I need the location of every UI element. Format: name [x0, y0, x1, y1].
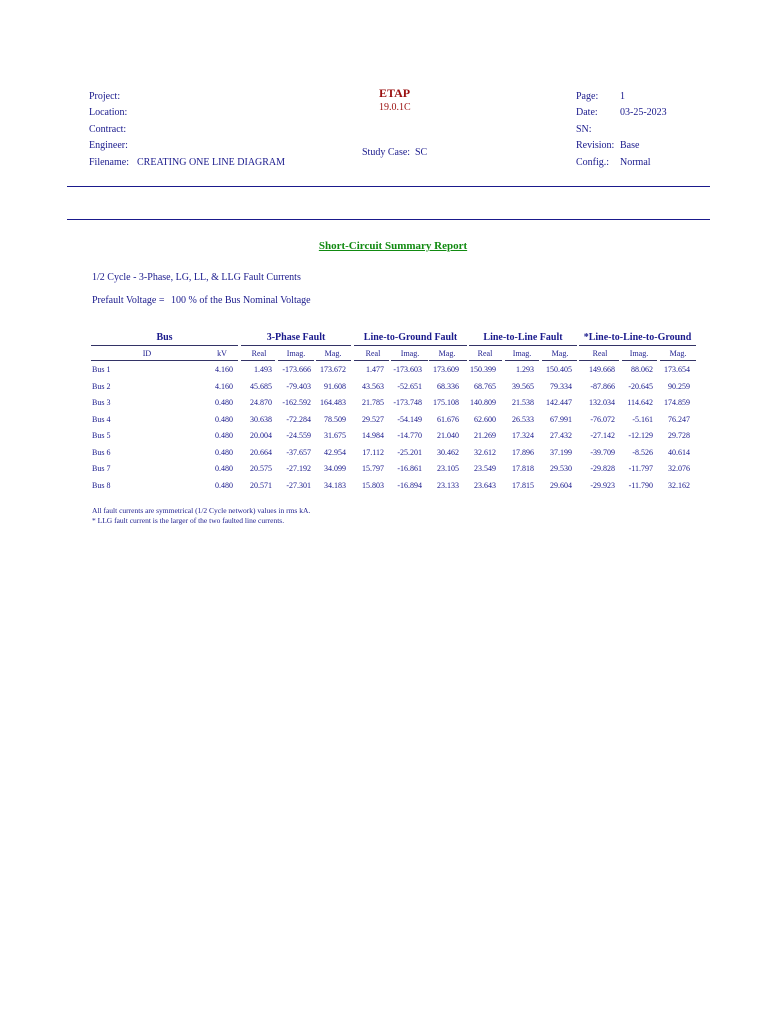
- table-cell: 17.815: [512, 480, 534, 490]
- table-cell: 174.859: [664, 398, 690, 407]
- table-cell: 173.609: [433, 365, 459, 374]
- table-cell: -72.284: [286, 414, 311, 424]
- filename-value: CREATING ONE LINE DIAGRAM: [137, 157, 286, 168]
- table-cell: 20.004: [250, 431, 272, 440]
- table-cell: 34.183: [324, 480, 346, 490]
- column-header: Mag.: [551, 349, 569, 358]
- column-header-rule: [316, 360, 351, 361]
- footnote-llg: * LLG fault current is the larger of the two faulted line currents.: [92, 516, 285, 525]
- bus-id-cell: Bus 1: [92, 365, 111, 374]
- table-cell: 30.462: [437, 447, 459, 457]
- column-header-rule: [542, 360, 577, 361]
- table-cell: 29.527: [362, 414, 384, 424]
- report-title: Short-Circuit Summary Report: [318, 240, 468, 252]
- date-label: Date:: [576, 107, 598, 118]
- table-cell: 1.293: [516, 365, 534, 374]
- table-cell: 175.108: [433, 398, 459, 407]
- table-cell: 30.638: [250, 414, 272, 424]
- bus-id-cell: Bus 2: [92, 381, 111, 391]
- column-header: kV: [217, 349, 227, 358]
- table-cell: 31.675: [324, 431, 346, 440]
- prefault-value: 100 % of the Bus Nominal Voltage: [171, 295, 311, 306]
- table-cell: 140.809: [470, 398, 496, 407]
- group-header-line-to-line-to-ground: *Line-to-Line-to-Ground: [583, 332, 692, 343]
- table-cell: 164.483: [320, 398, 346, 407]
- prefault-label: Prefault Voltage =: [92, 295, 165, 306]
- column-header: Real: [477, 349, 493, 358]
- header-divider-top: [67, 186, 710, 187]
- column-header: Imag.: [400, 349, 420, 358]
- table-cell: -11.797: [628, 464, 653, 473]
- table-cell: 1.493: [254, 365, 272, 374]
- revision-value: Base: [620, 140, 640, 151]
- group-rule-bus: [91, 345, 238, 346]
- column-header: Real: [365, 349, 381, 358]
- table-cell: 21.040: [437, 431, 459, 440]
- group-rule-line-to-ground: [354, 345, 467, 346]
- table-cell: 1.477: [366, 365, 384, 374]
- table-cell: -8.526: [632, 447, 653, 457]
- revision-label: Revision:: [576, 140, 615, 151]
- table-cell: 29.728: [668, 431, 690, 440]
- table-cell: 23.643: [474, 480, 496, 490]
- group-header-bus: Bus: [156, 332, 173, 343]
- column-header: Imag.: [629, 349, 649, 358]
- table-cell: 29.530: [550, 464, 572, 473]
- column-header-rule: [204, 360, 238, 361]
- table-cell: -25.201: [397, 447, 422, 457]
- table-cell: 24.870: [250, 398, 272, 407]
- table-cell: 15.797: [362, 464, 384, 473]
- column-header: Mag.: [669, 349, 687, 358]
- config-label: Config.:: [576, 157, 610, 168]
- table-cell: -16.861: [397, 464, 422, 473]
- table-cell: 91.608: [324, 381, 346, 391]
- table-cell: 20.571: [250, 480, 272, 490]
- column-header-rule: [354, 360, 389, 361]
- table-cell: 62.600: [474, 414, 496, 424]
- column-header-rule: [505, 360, 539, 361]
- table-cell: 88.062: [631, 365, 653, 374]
- column-header-rule: [579, 360, 619, 361]
- table-cell: 21.538: [512, 398, 534, 407]
- table-cell: 90.259: [668, 381, 690, 391]
- table-cell: -5.161: [632, 414, 653, 424]
- sn-label: SN:: [576, 124, 592, 135]
- table-cell: 0.480: [215, 480, 233, 490]
- bus-id-cell: Bus 7: [92, 464, 111, 473]
- column-header: ID: [142, 349, 152, 358]
- table-cell: -173.666: [282, 365, 311, 374]
- table-cell: 17.818: [512, 464, 534, 473]
- table-cell: 142.447: [546, 398, 572, 407]
- table-cell: 32.612: [474, 447, 496, 457]
- group-rule-three-phase: [241, 345, 351, 346]
- table-cell: 37.199: [550, 447, 572, 457]
- table-cell: 15.803: [362, 480, 384, 490]
- table-cell: 23.549: [474, 464, 496, 473]
- table-cell: 14.984: [362, 431, 384, 440]
- table-cell: -16.894: [397, 480, 422, 490]
- column-header: Mag.: [438, 349, 456, 358]
- table-cell: -76.072: [590, 414, 615, 424]
- page-value: 1: [620, 91, 625, 102]
- table-cell: -27.301: [286, 480, 311, 490]
- table-cell: 78.509: [324, 414, 346, 424]
- bus-id-cell: Bus 8: [92, 480, 111, 490]
- table-cell: 0.480: [215, 414, 233, 424]
- table-cell: 17.112: [362, 447, 384, 457]
- table-cell: -79.403: [286, 381, 311, 391]
- table-cell: -14.770: [397, 431, 422, 440]
- table-cell: 42.954: [324, 447, 346, 457]
- table-cell: 0.480: [215, 398, 233, 407]
- group-rule-line-to-line: [469, 345, 577, 346]
- table-cell: -24.559: [286, 431, 311, 440]
- app-name: ETAP: [379, 86, 411, 100]
- table-cell: -29.923: [590, 480, 615, 490]
- table-cell: 0.480: [215, 464, 233, 473]
- column-header-rule: [469, 360, 502, 361]
- report-subtitle: 1/2 Cycle - 3-Phase, LG, LL, & LLG Fault Currents: [92, 272, 301, 283]
- column-header-rule: [278, 360, 314, 361]
- table-cell: 45.685: [250, 381, 272, 391]
- table-cell: 21.269: [474, 431, 496, 440]
- table-cell: 67.991: [550, 414, 572, 424]
- column-header: Imag.: [512, 349, 532, 358]
- column-header: Real: [592, 349, 608, 358]
- engineer-label: Engineer:: [89, 140, 128, 151]
- group-header-three-phase: 3-Phase Fault: [266, 332, 326, 343]
- table-cell: -37.657: [286, 447, 311, 457]
- column-header: Mag.: [324, 349, 342, 358]
- table-cell: 23.105: [437, 464, 459, 473]
- table-cell: 149.668: [589, 365, 615, 374]
- table-cell: -29.828: [590, 464, 615, 473]
- table-cell: 43.563: [362, 381, 384, 391]
- location-label: Location:: [89, 107, 128, 118]
- bus-id-cell: Bus 4: [92, 414, 111, 424]
- column-header-rule: [429, 360, 467, 361]
- table-cell: 68.765: [474, 381, 496, 391]
- date-value: 03-25-2023: [620, 107, 667, 118]
- table-cell: -162.592: [282, 398, 311, 407]
- group-rule-line-to-line-to-ground: [579, 345, 696, 346]
- table-cell: 23.133: [437, 480, 459, 490]
- table-cell: 29.604: [550, 480, 572, 490]
- table-cell: 20.664: [250, 447, 272, 457]
- table-cell: -11.790: [628, 480, 653, 490]
- table-cell: 79.334: [550, 381, 572, 391]
- table-cell: 20.575: [250, 464, 272, 473]
- column-header-rule: [660, 360, 696, 361]
- table-cell: 150.405: [546, 365, 572, 374]
- table-cell: -20.645: [628, 381, 653, 391]
- bus-id-cell: Bus 6: [92, 447, 111, 457]
- column-header-rule: [622, 360, 657, 361]
- table-cell: 26.533: [512, 414, 534, 424]
- table-cell: 40.614: [668, 447, 690, 457]
- header-divider-bottom: [67, 219, 710, 220]
- table-cell: 32.076: [668, 464, 690, 473]
- table-cell: 0.480: [215, 447, 233, 457]
- table-cell: 4.160: [215, 381, 233, 391]
- table-cell: 114.642: [627, 398, 653, 407]
- table-cell: 17.896: [512, 447, 534, 457]
- table-cell: -52.651: [397, 381, 422, 391]
- table-cell: -54.149: [397, 414, 422, 424]
- table-cell: -27.142: [590, 431, 615, 440]
- table-cell: -39.709: [590, 447, 615, 457]
- column-header: Real: [251, 349, 267, 358]
- column-header-rule: [391, 360, 428, 361]
- project-label: Project:: [89, 91, 121, 102]
- table-cell: 17.324: [512, 431, 534, 440]
- table-cell: 150.399: [470, 365, 496, 374]
- column-header-rule: [241, 360, 275, 361]
- table-cell: -27.192: [286, 464, 311, 473]
- table-cell: 32.162: [668, 480, 690, 490]
- table-cell: 34.099: [324, 464, 346, 473]
- column-header: Imag.: [286, 349, 306, 358]
- study-case-label: Study Case:: [362, 147, 411, 158]
- page-label: Page:: [576, 91, 599, 102]
- filename-label: Filename:: [89, 157, 129, 168]
- table-cell: 39.565: [512, 381, 534, 391]
- table-cell: 21.785: [362, 398, 384, 407]
- table-cell: -173.748: [393, 398, 422, 407]
- group-header-line-to-line: Line-to-Line Fault: [483, 332, 563, 343]
- table-cell: 173.672: [320, 365, 346, 374]
- table-cell: 4.160: [215, 365, 233, 374]
- table-cell: -173.603: [393, 365, 422, 374]
- bus-id-cell: Bus 3: [92, 398, 111, 407]
- table-cell: 27.432: [550, 431, 572, 440]
- table-cell: -12.129: [628, 431, 653, 440]
- table-cell: 61.676: [437, 414, 459, 424]
- table-cell: 173.654: [664, 365, 690, 374]
- table-cell: 68.336: [437, 381, 459, 391]
- group-header-line-to-ground: Line-to-Ground Fault: [363, 332, 458, 343]
- table-cell: 132.034: [589, 398, 615, 407]
- table-cell: 76.247: [668, 414, 690, 424]
- table-cell: -87.866: [590, 381, 615, 391]
- footnote-symmetrical: All fault currents are symmetrical (1/2 Cycle network) values in rms kA.: [92, 506, 311, 515]
- app-version: 19.0.1C: [379, 102, 411, 113]
- contract-label: Contract:: [89, 124, 127, 135]
- bus-id-cell: Bus 5: [92, 431, 111, 440]
- config-value: Normal: [620, 157, 651, 168]
- table-cell: 0.480: [215, 431, 233, 440]
- study-case-value: SC: [415, 147, 428, 158]
